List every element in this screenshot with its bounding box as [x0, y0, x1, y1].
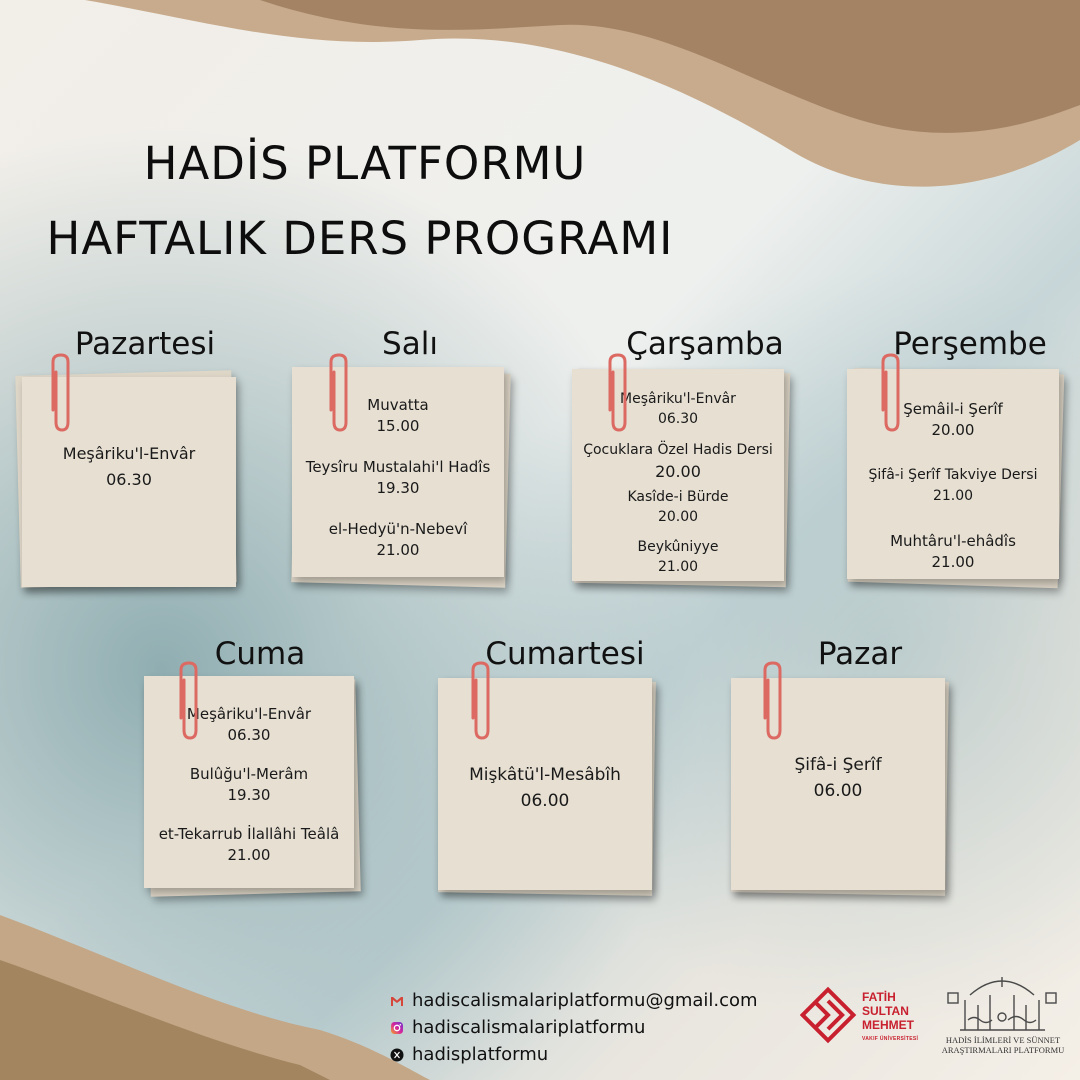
fsm-logo-text: FATİH SULTAN MEHMET VAKIF ÜNİVERSİTESİ	[862, 990, 919, 1042]
paperclip-icon	[326, 352, 352, 434]
paperclip-icon	[878, 352, 904, 434]
paperclip-icon	[48, 352, 74, 434]
x-row[interactable]	[390, 1041, 758, 1068]
email-row[interactable]	[390, 987, 758, 1014]
paperclip-icon	[605, 352, 631, 434]
list-item: Şifâ-i Şerîf Takviye Dersi 21.00	[868, 467, 1038, 504]
day-heading-persembe: Perşembe	[893, 326, 1047, 362]
instagram-row[interactable]	[390, 1014, 758, 1041]
list-item: et-Tekarrub İlallâhi Teâlâ 21.00	[158, 825, 340, 864]
note-sali	[288, 365, 513, 595]
email-text: hadiscalismalariplatformu@gmail.com	[412, 990, 758, 1011]
day-heading-pazartesi: Pazartesi	[74, 326, 216, 362]
note-cuma	[140, 672, 365, 902]
day-heading-cuma: Cuma	[214, 636, 306, 672]
instagram-icon	[390, 1021, 404, 1035]
list-item: Çocuklara Özel Hadis Dersi 20.00	[583, 442, 773, 481]
list-item: Meşâriku'l-Envâr 06.30	[62, 444, 196, 489]
list-item: Teysîru Mustalahi'l Hadîs 19.30	[305, 458, 491, 497]
title-line-1: HADİS PLATFORMU	[143, 137, 587, 190]
hadis-platform-caption: HADİS İLİMLERİ VE SÜNNET ARAŞTIRMALARI PLATFORMU	[941, 1035, 1065, 1055]
day-heading-sali: Salı	[382, 326, 438, 362]
list-item: Şifâ-i Şerîf 06.00	[794, 755, 882, 801]
note-cumartesi	[432, 672, 662, 902]
list-item: Muhtâru'l-ehâdîs 21.00	[890, 532, 1016, 571]
note-carsamba	[568, 365, 793, 595]
list-item: Beykûniyye 21.00	[637, 539, 719, 575]
list-item: Muvatta 15.00	[367, 396, 429, 435]
hadis-platform-logo	[930, 975, 1075, 1070]
list-item: Mişkâtü'l-Mesâbîh 06.00	[469, 765, 621, 811]
gmail-icon	[390, 994, 404, 1008]
x-icon	[390, 1048, 404, 1062]
paperclip-icon	[176, 660, 202, 742]
list-item: el-Hedyü'n-Nebevî 21.00	[328, 520, 468, 559]
paperclip-icon	[468, 660, 494, 742]
note-persembe	[843, 365, 1068, 595]
day-heading-pazar: Pazar	[817, 636, 903, 672]
list-item: Meşâriku'l-Envâr 06.30	[186, 705, 312, 744]
title-line-2: HAFTALIK DERS PROGRAMI	[46, 212, 674, 265]
day-heading-cumartesi: Cumartesi	[485, 636, 645, 672]
x-text: hadisplatformu	[412, 1044, 549, 1065]
list-item: Kasîde-i Bürde 20.00	[627, 489, 729, 525]
list-item: Meşâriku'l-Envâr 06.30	[620, 391, 736, 427]
instagram-text: hadiscalismalariplatformu	[412, 1017, 646, 1038]
contact-list	[390, 987, 758, 1068]
list-item: Bulûğu'l-Merâm 19.30	[189, 765, 309, 804]
list-item: Şemâil-i Şerîf 20.00	[903, 400, 1003, 439]
paperclip-icon	[760, 660, 786, 742]
day-heading-carsamba: Çarşamba	[626, 326, 784, 362]
